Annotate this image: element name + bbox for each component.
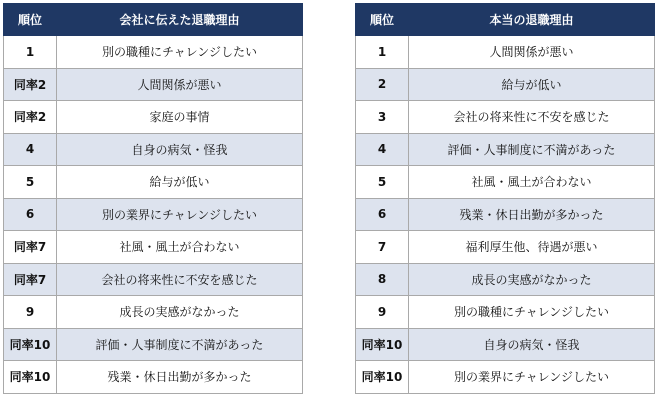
reason-cell: 福利厚生他、待遇が悪い [409, 231, 655, 264]
table-row [4, 166, 303, 199]
table-row [4, 198, 303, 231]
reason-cell: 自身の病気・怪我 [409, 328, 655, 361]
rank-cell: 9 [356, 296, 409, 329]
table-row [4, 328, 303, 361]
reason-cell: 残業・休日出勤が多かった [57, 361, 303, 394]
reason-cell: 残業・休日出勤が多かった [409, 198, 655, 231]
table-row [4, 361, 303, 394]
rank-cell: 同率10 [4, 361, 57, 394]
rank-cell: 5 [4, 166, 57, 199]
table-row [4, 101, 303, 134]
reason-cell: 評価・人事制度に不満があった [409, 133, 655, 166]
table-row [4, 231, 303, 264]
rank-cell: 同率7 [4, 231, 57, 264]
reason-cell: 会社の将来性に不安を感じた [409, 101, 655, 134]
rank-cell: 同率2 [4, 101, 57, 134]
table-row [356, 231, 655, 264]
reason-cell: 別の業界にチャレンジしたい [409, 361, 655, 394]
reason-cell: 評価・人事制度に不満があった [57, 328, 303, 361]
rank-cell: 6 [4, 198, 57, 231]
table-row [4, 36, 303, 69]
reason-cell: 社風・風土が合わない [409, 166, 655, 199]
table-row [356, 101, 655, 134]
rank-column-header: 順位 [4, 4, 57, 36]
table-row [4, 68, 303, 101]
rank-cell: 8 [356, 263, 409, 296]
reason-cell: 給与が低い [57, 166, 303, 199]
rank-cell: 同率7 [4, 263, 57, 296]
table-row [4, 263, 303, 296]
reason-cell: 別の業界にチャレンジしたい [57, 198, 303, 231]
table-row [356, 68, 655, 101]
rank-cell: 9 [4, 296, 57, 329]
rank-cell: 5 [356, 166, 409, 199]
reason-cell: 家庭の事情 [57, 101, 303, 134]
rank-cell: 6 [356, 198, 409, 231]
reason-cell: 人間関係が悪い [409, 36, 655, 69]
reason-cell: 別の職種にチャレンジしたい [57, 36, 303, 69]
reason-column-header: 本当の退職理由 [409, 4, 655, 36]
rank-column-header: 順位 [356, 4, 409, 36]
reason-cell: 社風・風土が合わない [57, 231, 303, 264]
table-row [356, 263, 655, 296]
rank-cell: 4 [4, 133, 57, 166]
rank-cell: 7 [356, 231, 409, 264]
table-row [4, 133, 303, 166]
table-row [356, 328, 655, 361]
table-row [356, 361, 655, 394]
rank-cell: 2 [356, 68, 409, 101]
table-row [356, 296, 655, 329]
true-reasons-table [355, 3, 655, 394]
rank-cell: 同率2 [4, 68, 57, 101]
reason-cell: 別の職種にチャレンジしたい [409, 296, 655, 329]
rank-cell: 同率10 [356, 361, 409, 394]
rank-cell: 1 [356, 36, 409, 69]
reason-column-header: 会社に伝えた退職理由 [57, 4, 303, 36]
rank-cell: 3 [356, 101, 409, 134]
rank-cell: 同率10 [356, 328, 409, 361]
table-row [356, 133, 655, 166]
table-row [356, 198, 655, 231]
rank-cell: 4 [356, 133, 409, 166]
table-row [356, 36, 655, 69]
table-row [356, 166, 655, 199]
reason-cell: 会社の将来性に不安を感じた [57, 263, 303, 296]
table-header-row [356, 4, 655, 36]
table-row [4, 296, 303, 329]
reason-cell: 自身の病気・怪我 [57, 133, 303, 166]
reason-cell: 人間関係が悪い [57, 68, 303, 101]
rank-cell: 1 [4, 36, 57, 69]
reason-cell: 成長の実感がなかった [409, 263, 655, 296]
stated-reasons-table [3, 3, 303, 394]
rank-cell: 同率10 [4, 328, 57, 361]
table-header-row [4, 4, 303, 36]
reason-cell: 給与が低い [409, 68, 655, 101]
reason-cell: 成長の実感がなかった [57, 296, 303, 329]
